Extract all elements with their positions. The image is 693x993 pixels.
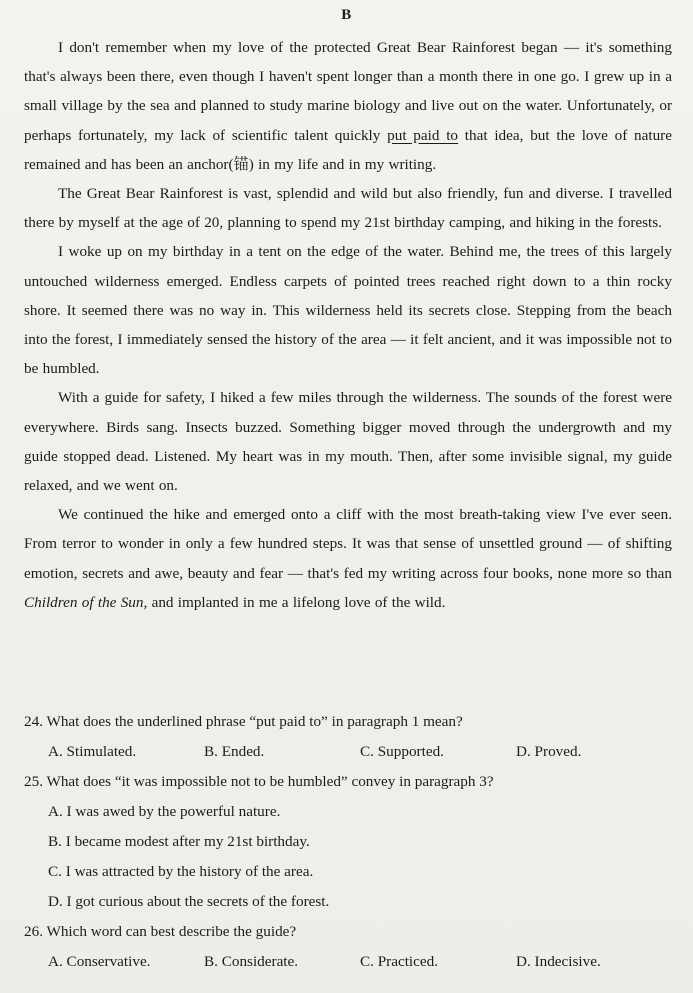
paragraph-1	[24, 33, 672, 179]
question-stem: 24. What does the underlined phrase “put paid to” in paragraph 1 mean?	[24, 713, 463, 730]
option-a: A. I was awed by the powerful nature.	[48, 803, 281, 820]
question-list	[24, 707, 672, 977]
paragraph-5-text-before: We continued the hike and emerged onto a cliff with the most breath-taking view I've ever seen. From terror to wonder in only a few hundred steps. It was that sense of unsettled ground — of shifting emotion, secrets and awe, beauty and fear — that's fed my writing across four books, none more so than	[24, 506, 672, 582]
option-c: C. Practiced.	[360, 953, 439, 970]
paragraph-2: The Great Bear Rainforest is vast, splendid and wild but also friendly, fun and diverse. I travelled there by myself at the age of 20, planning to spend my 21st birthday camping, and hiking in the forests.	[24, 185, 672, 232]
option-d: D. I got curious about the secrets of the forest.	[48, 893, 330, 910]
paragraph-5	[24, 500, 672, 617]
paragraph-3: I woke up on my birthday in a tent on the edge of the water. Behind me, the trees of this largely untouched wilderness emerged. Endless carpets of pointed trees reached right down to a thin rocky shore. It seemed there was no way in. This wilderness held its secrets close. Stepping from the beach into the forest, I immediately sensed the history of the area — it felt ancient, and it was impossible not to be humbled.	[24, 243, 672, 378]
option-a: A. Conservative.	[48, 953, 151, 970]
question-24	[24, 707, 672, 767]
option-b: B. Ended.	[204, 743, 265, 760]
paragraph-1-text-before: I don't remember when my love of the protected Great Bear Rainforest began — it's something that's always been there, even though I haven't spent longer than a month there in one go. I grew up in a small village by the sea and planned to study marine biology and live out on the water. Unfortunately, or perhaps fortunately, my lack of scientific talent quickly	[24, 39, 672, 144]
option-d: D. Indecisive.	[516, 953, 601, 970]
section-heading: B	[341, 7, 352, 23]
option-b: B. Considerate.	[204, 953, 299, 970]
underlined-phrase: put paid to	[387, 126, 459, 144]
option-list	[24, 737, 672, 767]
paragraph-5-text-after: , and implanted in me a lifelong love of the wild.	[143, 593, 446, 611]
question-26	[24, 917, 672, 977]
option-c: C. Supported.	[360, 743, 444, 760]
book-title: Children of the Sun	[24, 593, 144, 611]
option-a: A. Stimulated.	[48, 743, 137, 760]
option-list	[24, 947, 672, 977]
question-stem: 26. Which word can best describe the guide?	[24, 923, 297, 940]
option-c: C. I was attracted by the history of the area.	[48, 863, 314, 880]
option-d: D. Proved.	[516, 743, 582, 760]
paragraph-1-text-after: that idea, but the love of nature remained and has been an anchor(锚) in my life and in my writing.	[24, 126, 672, 173]
option-b: B. I became modest after my 21st birthday.	[48, 833, 310, 850]
question-stem: 25. What does “it was impossible not to be humbled” convey in paragraph 3?	[24, 773, 494, 790]
paragraph-4: With a guide for safety, I hiked a few miles through the wilderness. The sounds of the forest were everywhere. Birds sang. Insects buzzed. Something bigger moved through the undergrowth and my guide stopped dead. Listened. My heart was in my mouth. Then, after some invisible signal, my guide relaxed, and we went on.	[24, 389, 672, 495]
question-25	[24, 767, 672, 917]
reading-passage	[24, 33, 672, 617]
option-list	[24, 797, 672, 917]
